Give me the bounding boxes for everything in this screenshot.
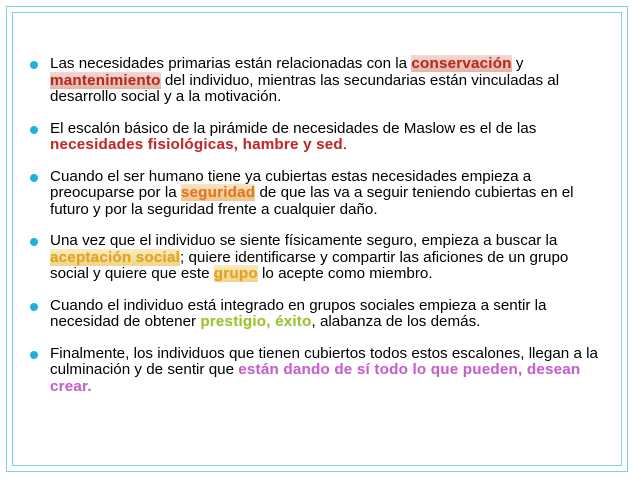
bullet-text: Las necesidades primarias están relacionadas con la conservación y mantenimiento del individuo, mientras las secundarias están vinculadas al desarrollo social y a la motivación.	[50, 55, 560, 105]
bullet-text: Una vez que el individuo se siente físicamente seguro, empieza a buscar la aceptación social; quiere identificarse y compartir las aficiones de un grupo social y quiere que este grupo lo acepte como miembro.	[50, 232, 569, 282]
highlight-culminacion: están dando de sí todo lo que pueden, desean crear.	[50, 361, 581, 395]
highlight-seguridad: seguridad	[180, 184, 256, 201]
bullet-item	[30, 346, 610, 396]
bullet-item	[30, 298, 610, 331]
bullet-item	[30, 233, 610, 283]
bullet-marker-icon	[30, 61, 38, 69]
bullet-marker-icon	[30, 351, 38, 359]
bullet-marker-icon	[30, 238, 38, 246]
highlight-mantenimiento: mantenimiento	[50, 71, 161, 89]
bullet-item	[30, 56, 610, 106]
bullet-text: Finalmente, los individuos que tienen cubiertos todos estos escalones, llegan a la culminación y de sentir que están dando de sí todo lo que pueden, desean crear.	[50, 344, 598, 395]
bullet-text: Cuando el individuo está integrado en grupos sociales empieza a sentir la necesidad de obtener prestigio, éxito, alabanza de los demás.	[50, 296, 547, 330]
bullet-marker-icon	[30, 303, 38, 311]
bullet-marker-icon	[30, 126, 38, 134]
bullet-text: El escalón básico de la pirámide de necesidades de Maslow es el de las necesidades fisiológicas, hambre y sed.	[50, 119, 537, 153]
highlight-aceptacion-social: aceptación social	[50, 248, 181, 266]
bullet-item	[30, 169, 610, 219]
bullet-text: Cuando el ser humano tiene ya cubiertas estas necesidades empieza a preocuparse por la seguridad de que las va a seguir teniendo cubiertas en el futuro y por la seguridad frente a cualquier daño.	[50, 167, 574, 218]
highlight-prestigio: prestigio, éxito	[200, 313, 312, 330]
highlight-grupo: grupo	[213, 265, 258, 282]
highlight-fisiologicas: necesidades fisiológicas, hambre y sed	[50, 136, 343, 153]
highlight-conservacion: conservación	[411, 55, 512, 72]
bullet-marker-icon	[30, 174, 38, 182]
bullet-list	[30, 56, 610, 410]
bullet-item	[30, 121, 610, 154]
